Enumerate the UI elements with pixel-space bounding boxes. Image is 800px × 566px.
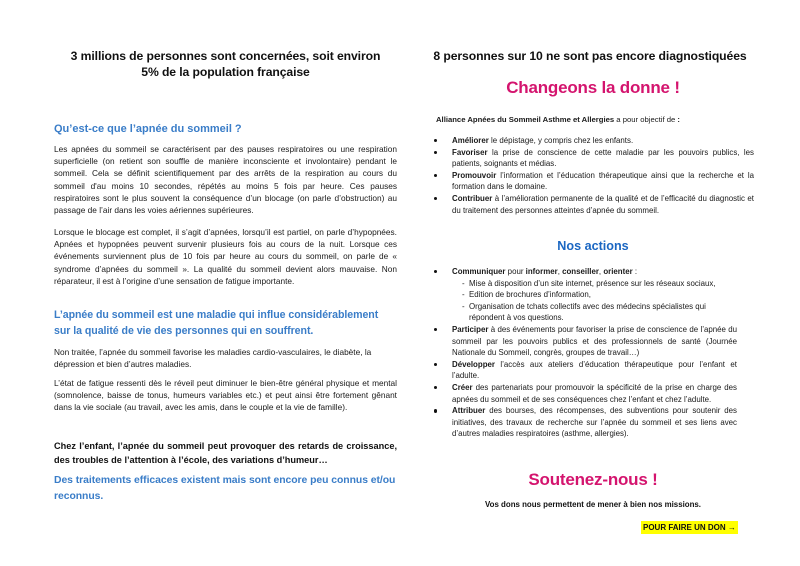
objective-verb: Améliorer xyxy=(452,136,489,145)
objective-verb: Favoriser xyxy=(452,147,488,157)
objective-text: la prise de conscience de cette maladie par les pouvoirs publics, les patients, soignants et médias. xyxy=(452,147,754,169)
action-text: à des événements pour favoriser la prise de conscience de l’apnée du sommeil par les pouvoirs publics et des professionnels de santé (Journée Nationale du Sommeil, congrès, groupes de travail…) xyxy=(452,324,737,358)
action-text: , xyxy=(557,267,563,276)
objective-item xyxy=(432,193,754,216)
bullet-icon xyxy=(434,270,437,273)
communication-sublist xyxy=(452,278,737,324)
action-item-communiquer xyxy=(432,266,737,324)
objective-text: à l’amélioration permanente de la qualité et de l’efficacité du diagnostic et du traitement des personnes atteintes d’apnée du sommeil. xyxy=(452,193,754,215)
objective-item xyxy=(432,170,754,193)
untreated-paragraph: Non traitée, l’apnée du sommeil favorise les maladies cardio-vasculaires, le diabète, la dépression et bien d’autres maladies. xyxy=(54,347,372,370)
bullet-icon xyxy=(434,174,437,177)
actions-list xyxy=(432,266,737,440)
action-keyword: conseiller xyxy=(562,267,599,276)
action-keyword: informer xyxy=(525,267,558,276)
objective-item xyxy=(432,147,754,170)
bullet-icon xyxy=(434,409,437,412)
action-text: des bourses, des récompenses, des subventions pour soutenir des initiatives, des travaux de recherche sur l’apnée du sommeil et ses liens avec d’autres maladies respiratoires (asthme, allergies). xyxy=(452,406,737,439)
sub-item-text: Mise à disposition d’un site internet, présence sur les réseaux sociaux, xyxy=(469,278,716,288)
action-item xyxy=(432,405,737,440)
dash-icon: - xyxy=(462,278,465,288)
action-text: l’accès aux ateliers d’éducation thérapeutique pour l’enfant et l’adulte. xyxy=(452,359,737,381)
question-heading: Qu’est-ce que l’apnée du sommeil ? xyxy=(54,123,242,135)
sub-item-text: Organisation de tchats collectifs avec des médecins spécialistes qui répondent à vos questions. xyxy=(469,301,706,323)
actions-heading: Nos actions xyxy=(557,239,629,253)
left-headline-line1: 3 millions de personnes sont concernées, soit environ xyxy=(70,49,381,63)
action-verb: Développer xyxy=(452,359,495,369)
sub-item xyxy=(452,289,737,301)
objective-verb: Contribuer xyxy=(452,193,493,203)
organization-name: Alliance Apnées du Sommeil Asthme et Allergies xyxy=(436,115,615,124)
action-verb: Créer xyxy=(452,382,473,392)
intro-colon: : xyxy=(677,115,680,124)
action-item xyxy=(432,359,737,382)
action-keyword: orienter xyxy=(603,267,633,276)
sub-item xyxy=(452,278,737,290)
action-item xyxy=(432,382,737,405)
bullet-icon xyxy=(434,386,437,389)
action-verb: Participer xyxy=(452,324,489,334)
dash-icon: - xyxy=(462,290,465,300)
objectives-list xyxy=(432,135,754,216)
action-item xyxy=(432,324,737,359)
treatment-heading: Des traitements efficaces existent mais sont encore peu connus et/ou reconnus. xyxy=(54,475,396,502)
bullet-icon xyxy=(434,328,437,331)
dash-icon: - xyxy=(462,301,465,311)
objective-text: le dépistage, y compris chez les enfants. xyxy=(488,136,634,145)
intro-text: a pour objectif de xyxy=(614,115,678,124)
bullet-icon xyxy=(434,151,437,154)
blockage-paragraph: Lorsque le blocage est complet, il s’agit d’apnées, lorsqu’il est partiel, on parle d’hypopnées. Apnées et hypopnées peuvent survenir plusieurs fois au cours de la nuit. Lorsque ces événements surviennent plus de 10 fois par heure au cours du sommeil, on parle de « syndrome d’apnées du sommeil ». La qualité du sommeil devient alors mauvaise. Non réparateur, il est à l’origine d’une sensation de fatigue importante. xyxy=(54,227,397,286)
action-text: pour xyxy=(505,267,526,276)
support-text: Vos dons nous permettent de mener à bien nos missions. xyxy=(484,500,701,509)
definition-paragraph: Les apnées du sommeil se caractérisent par des pauses respiratoires ou une respiration superficielle (on retient son souffle de manière inconsciente et involontaire) pendant le sommeil. Cela se définit scientifiquement par des arrêts de la respiration au cours du sommeil d'au moins 10 secondes, répétés au moins 5 fois par heure. Ces pauses respiratoires sont le plus souvent la conséquence d’un blocage (on parle d’obstruction) au passage de l’air dans les voies aériennes supérieures. xyxy=(54,144,397,216)
bullet-icon xyxy=(434,363,437,366)
objective-text: l’information et l’éducation thérapeutique ainsi que la recherche et la formation dans le domaine. xyxy=(452,170,754,192)
impact-heading: L’apnée du sommeil est une maladie qui influe considérablement sur la qualité de vie des personnes qui en souffrent. xyxy=(54,309,379,337)
sub-item-text: Edition de brochures d’information, xyxy=(469,290,591,300)
changeons-heading: Changeons la donne ! xyxy=(506,78,680,97)
left-headline-line2: 5% de la population française xyxy=(141,65,310,79)
action-text: : xyxy=(632,267,638,276)
bullet-icon xyxy=(434,197,437,200)
action-verb: Attribuer xyxy=(452,406,486,416)
action-text: des partenariats pour promouvoir la spécificité de la prise en charge des apnées du sommeil et de ses conséquences chez l’enfant et chez l’adulte. xyxy=(452,382,737,404)
objective-verb: Promouvoir xyxy=(452,170,497,180)
support-heading: Soutenez-nous ! xyxy=(528,470,658,489)
objectives-intro xyxy=(436,114,680,125)
donate-link[interactable]: POUR FAIRE UN DON → xyxy=(643,523,736,532)
child-paragraph: Chez l’enfant, l’apnée du sommeil peut provoquer des retards de croissance, des troubles de l’attention à l’école, des variations d’humeur… xyxy=(54,441,397,465)
action-verb: Communiquer xyxy=(452,267,506,276)
right-headline: 8 personnes sur 10 ne sont pas encore diagnostiquées xyxy=(433,49,747,63)
objective-item xyxy=(432,135,754,147)
bullet-icon xyxy=(434,139,437,142)
fatigue-paragraph: L’état de fatigue ressenti dès le réveil peut diminuer le bien-être général physique et mental (somnolence, baisse de tonus, humeurs variables etc.) et peut ainsi être fortement gênant dans la vie sociale (au travail, avec les amis, dans le couple et la vie de famille). xyxy=(54,378,397,413)
sub-item xyxy=(452,301,737,324)
left-headline xyxy=(54,48,397,80)
action-text: , xyxy=(598,267,604,276)
